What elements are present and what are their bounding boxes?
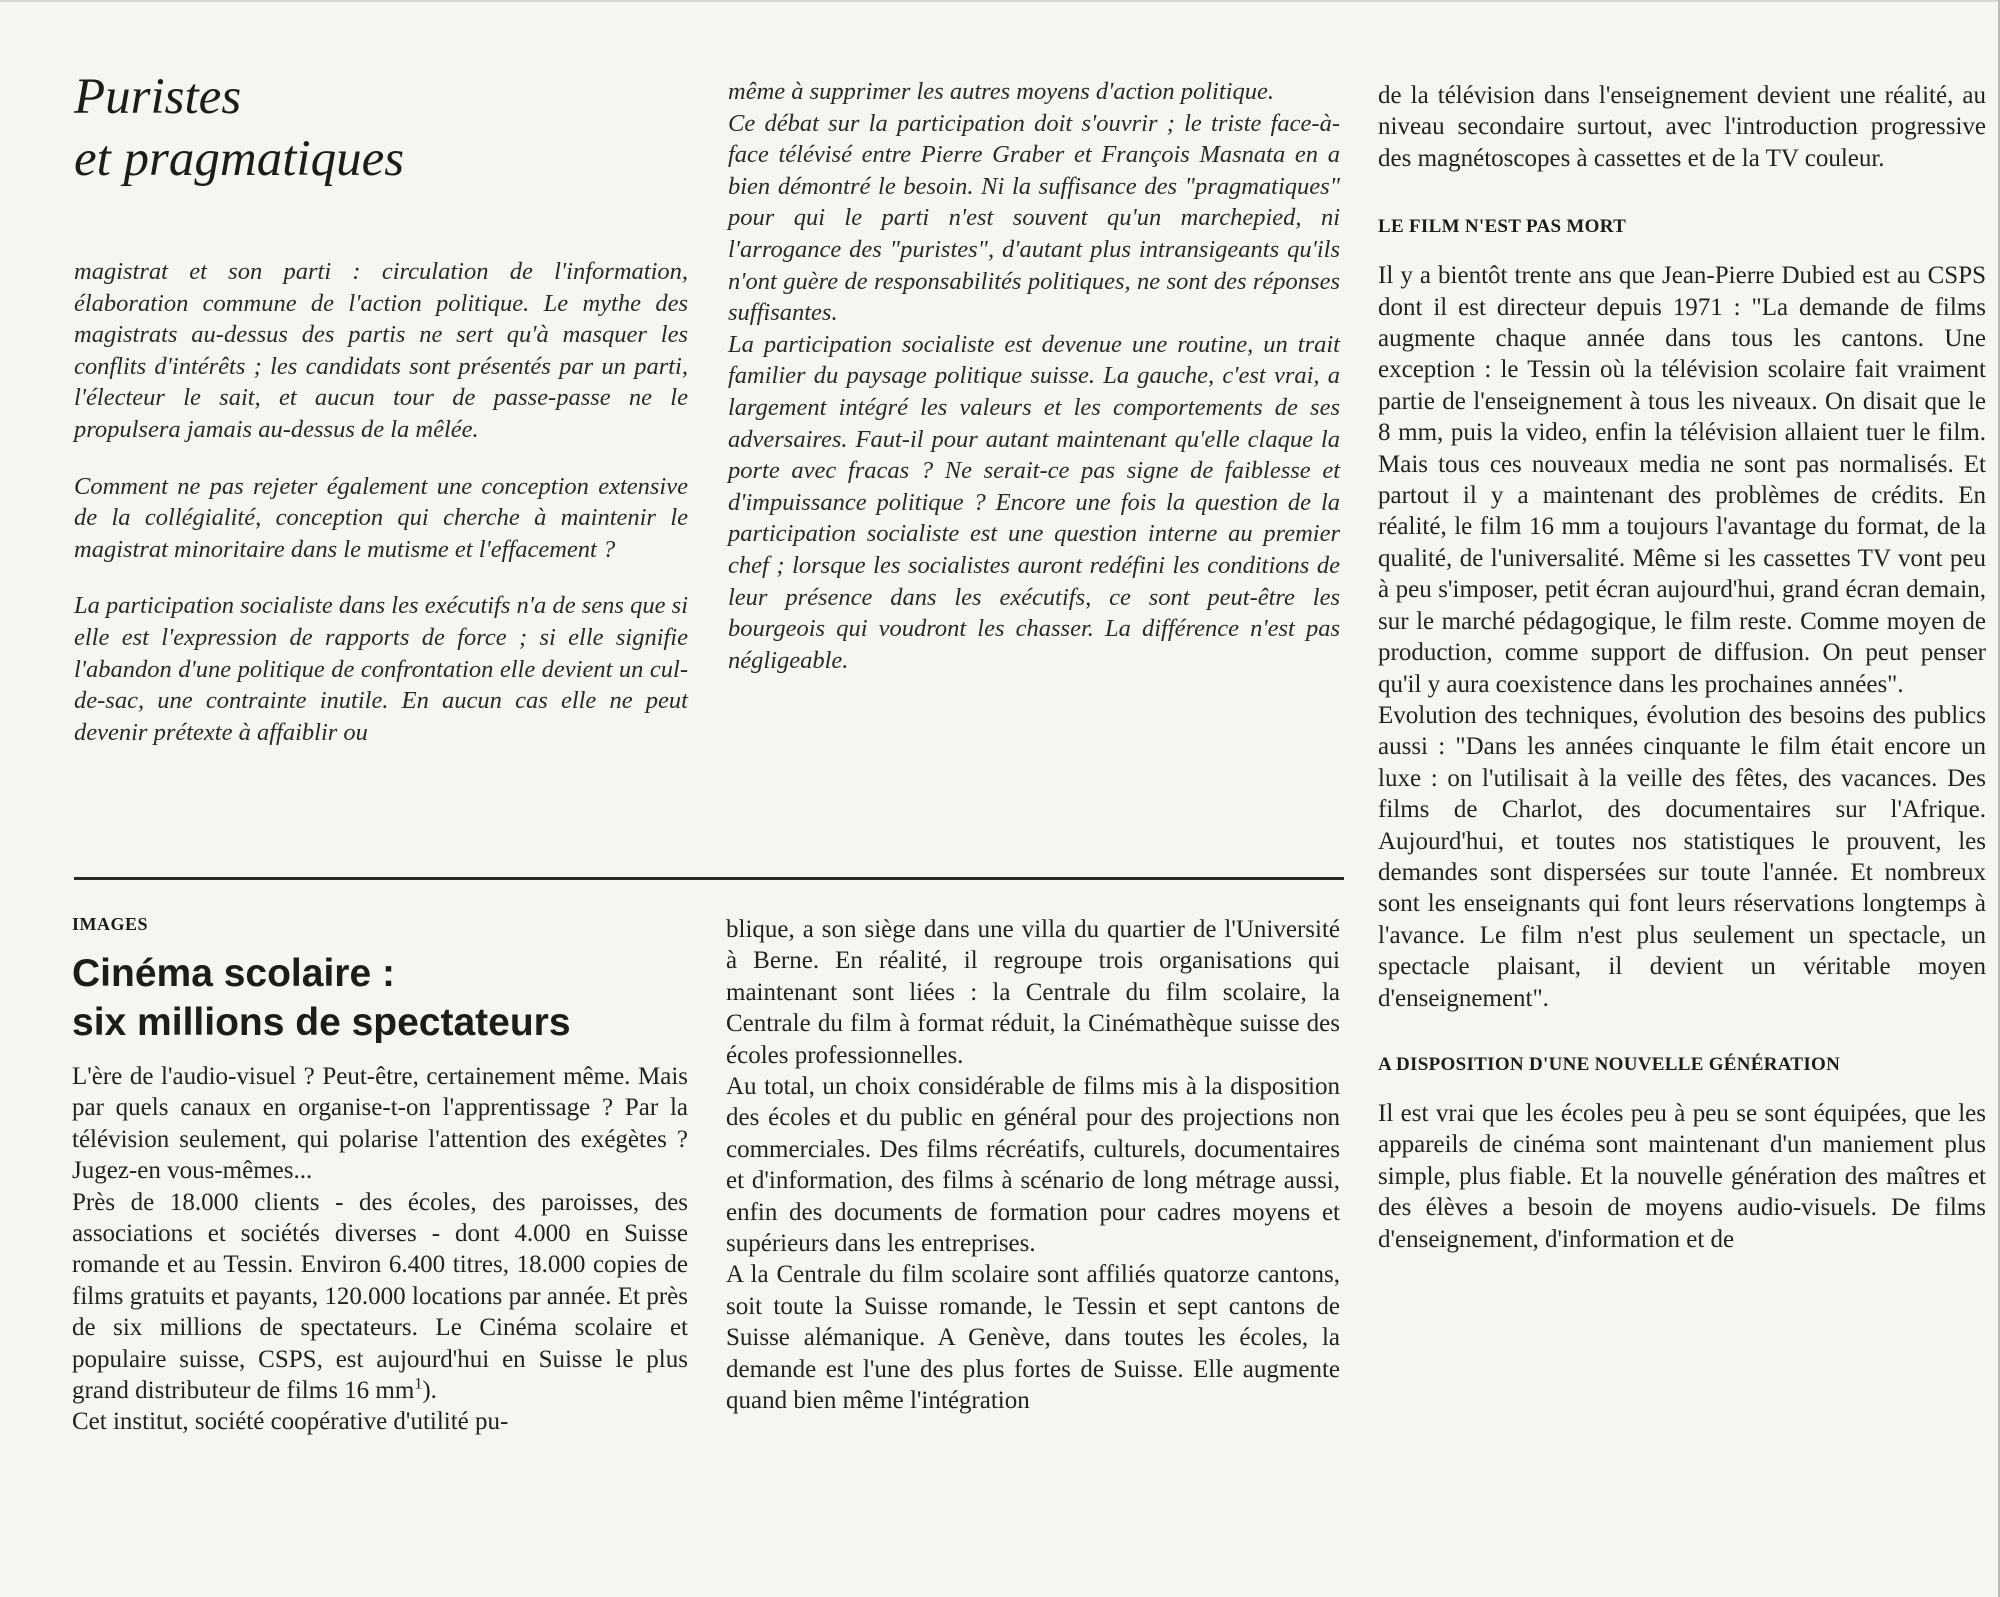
article2-paragraph-4: blique, a son siège dans une villa du quartier de l'Université à Berne. En réalité, il regroupe trois organisations qui maintenant sont liées : la Centrale du film scolaire, la Centrale du film à format réduit, la Cinémathèque suisse des écoles professionnelles. (726, 916, 1340, 1069)
subheading-new-generation: A DISPOSITION D'UNE NOUVELLE GÉNÉRATION (1378, 1053, 1841, 1075)
article2-paragraph-6: A la Centrale du film scolaire sont affiliés quatorze cantons, soit toute la Suisse romande, le Tessin et sept cantons de Suisse alémanique. A Genève, dans toutes les écoles, la demande est l'une des plus fortes de Suisse. Elle augmente quand bien même l'intégration (726, 1261, 1340, 1415)
article2-title-line-1: Cinéma scolaire : (72, 952, 395, 995)
article1-column-1 (74, 66, 688, 748)
article2-paragraph-5: Au total, un choix considérable de films mis à la disposition des écoles et du public en général pour des projections non commerciales. Des films récréatifs, culturels, documentaires et d'information, des films à scénario de long métrage aussi, enfin des documents de formation pour cadres moyens et supérieurs dans les entreprises. (726, 1073, 1340, 1258)
article1-paragraph-5: Ce débat sur la participation doit s'ouvrir ; le triste face-à-face télévisé entre Pierre Graber et François Masnata en a bien démontré le besoin. Ni la suffisance des "pragmatiques" pour qui le parti n'est souvent qu'un marchepied, ni l'arrogance des "puristes", d'autant plus intransigeants qu'ils n'ont guère de responsabilités politiques, ne sont des réponses suffisantes. (728, 109, 1340, 327)
article1-title (74, 66, 688, 190)
article1-paragraph-1: magistrat et son parti : circulation de l'information, élaboration commune de l'action politique. Le mythe des magistrats au-dessus des partis ne sert qu'à masquer les conflits d'intérêts ; les candidats sont présentés par un parti, l'électeur le sait, et aucun tour de passe-passe ne le propulsera jamais au-dessus de la mêlée. (74, 258, 688, 443)
article2-paragraph-2-text: Près de 18.000 clients - des écoles, des paroisses, des associations et sociétés diverses - dont 4.000 en Suisse romande et au Tessin. Environ 6.400 titres, 18.000 copies de films gratuits et payants, 120.000 locations par année. Et près de six millions de spectateurs. Le Cinéma scolaire et populaire suisse, CSPS, est aujourd'hui en Suisse le plus grand distributeur de films 16 mm (72, 1188, 688, 1405)
section-divider-rule (74, 877, 1344, 880)
subheading-film-not-dead: LE FILM N'EST PAS MORT (1378, 216, 1627, 238)
article2-kicker: IMAGES (72, 914, 149, 934)
footnote-close: ). (422, 1377, 437, 1405)
page-top-edge (0, 0, 2000, 2)
article1-title-line-2: et pragmatiques (74, 131, 405, 187)
article2-column-2 (726, 914, 1340, 1417)
article1-paragraph-4: même à supprimer les autres moyens d'action politique. (728, 78, 1274, 105)
article1-title-line-1: Puristes (74, 69, 242, 125)
article2-paragraph-7: de la télévision dans l'enseignement devient une réalité, au niveau secondaire surtout, avec l'introduction progressive des magnétoscopes à cassettes et de la TV couleur. (1378, 82, 1986, 172)
article2-paragraph-9: Evolution des techniques, évolution des besoins des publics aussi : "Dans les années cinquante le film était encore un luxe : on l'utilisait à la veille des fêtes, des vacances. Des films de Charlot, des documentaires sur l'Afrique. Aujourd'hui, et toutes nos statistiques le prouvent, les demandes sont dispersées sur toute l'année. Et nombreux sont les enseignants qui font leurs réservations longtemps à l'avance. Le film n'est plus seulement un spectacle, un spectacle plaisant, il devient un véritable moyen d'enseignement". (1378, 701, 1986, 1012)
article1-paragraph-6: La participation socialiste est devenue une routine, un trait familier du paysage politique suisse. La gauche, c'est vrai, a largement intégré les valeurs et les comportements de ses adversaires. Faut-il pour autant maintenant qu'elle claque la porte avec fracas ? Ne serait-ce pas signe de faiblesse et d'impuissance politique ? Encore une fois la question de la participation socialiste est une question interne au premier chef ; lorsque les socialistes auront redéfini les conditions de leur présence dans les exécutifs, ce sont peut-être les bourgeois qui voudront les chasser. La différence n'est pas négligeable. (728, 330, 1340, 674)
article2-paragraph-2 (72, 1187, 688, 1407)
article1-column-2 (728, 76, 1340, 676)
article2-paragraph-10: Il est vrai que les écoles peu à peu se sont équipées, que les appareils de cinéma sont maintenant d'un maniement plus simple, plus fiable. Et la nouvelle génération des maîtres et des élèves a besoin de moyens audio-visuels. De films d'enseignement, d'information et de (1378, 1099, 1986, 1253)
article2-title-line-2: six millions de spectateurs (72, 1001, 571, 1044)
article2-paragraph-8: Il y a bientôt trente ans que Jean-Pierre Dubied est au CSPS dont il est directeur depuis 1971 : "La demande de films augmente chaque année dans tous les cantons. Une exception : le Tessin où la télévision scolaire fait vraiment partie de l'enseignement à tous les niveaux. On disait que le 8 mm, puis la video, enfin la télévision allaient tuer le film. Mais tous ces nouveaux media ne sont pas normalisés. Et partout il y a maintenant des problèmes de crédits. En réalité, le film 16 mm a toujours l'avantage du format, de la qualité, de l'universalité. Même si les cassettes TV vont peu à peu s'imposer, petit écran aujourd'hui, grand écran demain, sur le marché pédagogique, le film reste. Comme moyen de production, comme support de diffusion. On peut penser qu'il y aura coexistence dans les prochaines années". (1378, 262, 1986, 698)
article2-column-3 (1378, 80, 1986, 1255)
article1-paragraph-3: La participation socialiste dans les exécutifs n'a de sens que si elle est l'expression de rapports de force ; si elle signifie l'abandon d'une politique de confrontation elle devient un cul-de-sac, une contrainte inutile. En aucun cas elle ne peut devenir prétexte à affaiblir ou (74, 592, 688, 746)
footnote-marker: 1 (414, 1375, 423, 1393)
article2-column-1 (72, 914, 688, 1438)
article2-paragraph-1: L'ère de l'audio-visuel ? Peut-être, certainement même. Mais par quels canaux en organise-t-on l'apprentissage ? Par la télévision seulement, qui polarise l'attention des exégètes ? Jugez-en vous-mêmes... (72, 1063, 688, 1185)
article2-paragraph-3: Cet institut, société coopérative d'utilité pu- (72, 1408, 509, 1436)
article1-paragraph-2: Comment ne pas rejeter également une conception extensive de la collégialité, conception qui cherche à maintenir le magistrat minoritaire dans le mutisme et l'effacement ? (74, 472, 688, 563)
article2-title (72, 949, 688, 1047)
